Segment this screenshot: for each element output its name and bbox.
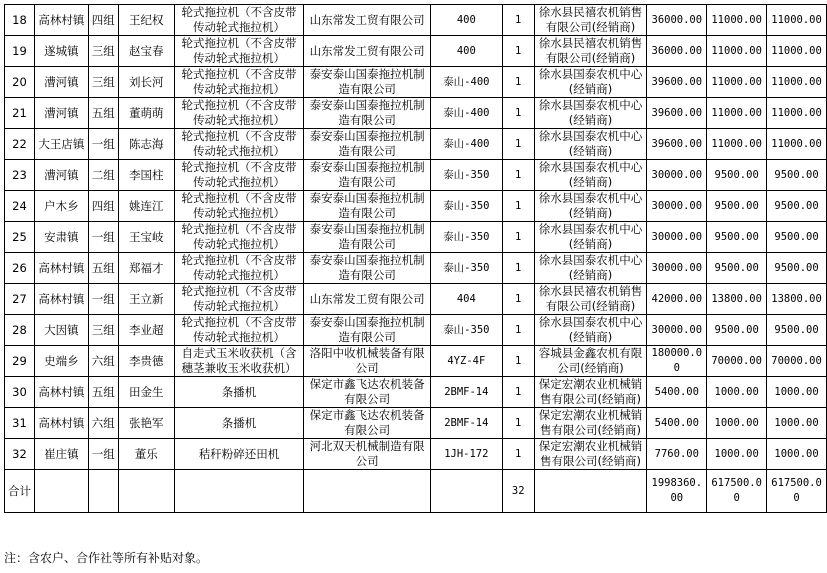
cell-model: 泰山-400 [430,98,502,129]
cell-price: 5400.00 [647,408,707,439]
cell-name: 郑福才 [118,253,174,284]
total-row [5,470,827,513]
cell-subsidy: 13800.00 [707,284,767,315]
cell-name: 李业超 [118,315,174,346]
cell-dealer: 徐水县国泰农机中心(经销商) [534,160,647,191]
cell-qty: 1 [502,439,534,470]
cell-machine: 轮式拖拉机（不含皮带传动轮式拖拉机） [174,98,304,129]
cell-model: 4YZ-4F [430,346,502,377]
cell-name: 姚连江 [118,191,174,222]
cell-subsidy: 9500.00 [707,222,767,253]
cell-group: 三组 [88,315,118,346]
cell-total: 9500.00 [767,253,827,284]
cell-no: 29 [5,346,35,377]
cell-maker: 泰安泰山国泰拖拉机制造有限公司 [304,315,431,346]
cell-machine: 轮式拖拉机（不含皮带传动轮式拖拉机） [174,315,304,346]
cell-no: 26 [5,253,35,284]
cell-group: 五组 [88,98,118,129]
cell-town: 史端乡 [34,346,88,377]
cell-no: 32 [5,439,35,470]
table-row [5,5,827,36]
cell-price: 30000.00 [647,315,707,346]
cell-qty: 1 [502,160,534,191]
cell-total: 9500.00 [767,160,827,191]
cell-subsidy: 11000.00 [707,5,767,36]
cell-no: 31 [5,408,35,439]
cell-qty: 1 [502,222,534,253]
cell-subsidy: 9500.00 [707,253,767,284]
cell-total: 70000.00 [767,346,827,377]
total-subsidy: 617500.00 [707,470,767,513]
table-row [5,284,827,315]
table-row [5,222,827,253]
cell-qty: 1 [502,408,534,439]
cell-total: 9500.00 [767,191,827,222]
cell-dealer: 保定宏潮农业机械销售有限公司(经销商) [534,377,647,408]
cell-model: 泰山-400 [430,67,502,98]
cell-machine: 轮式拖拉机（不含皮带传动轮式拖拉机） [174,36,304,67]
cell-machine: 轮式拖拉机（不含皮带传动轮式拖拉机） [174,253,304,284]
cell-qty: 1 [502,315,534,346]
cell-no: 30 [5,377,35,408]
cell-machine: 条播机 [174,377,304,408]
cell-town: 户木乡 [34,191,88,222]
cell-price: 36000.00 [647,5,707,36]
cell-total: 9500.00 [767,222,827,253]
cell-total: 11000.00 [767,67,827,98]
cell-machine: 秸秆粉碎还田机 [174,439,304,470]
cell-maker: 保定市鑫飞达农机装备有限公司 [304,377,431,408]
cell-subsidy: 9500.00 [707,315,767,346]
cell-qty: 1 [502,346,534,377]
cell-model: 400 [430,5,502,36]
cell-name: 陈志海 [118,129,174,160]
cell-machine: 轮式拖拉机（不含皮带传动轮式拖拉机） [174,67,304,98]
cell-total: 9500.00 [767,315,827,346]
cell-subsidy: 70000.00 [707,346,767,377]
cell-dealer: 徐水县国泰农机中心(经销商) [534,129,647,160]
cell-town: 高林村镇 [34,284,88,315]
cell-no: 25 [5,222,35,253]
cell-town: 大王店镇 [34,129,88,160]
table-row [5,129,827,160]
cell-machine: 轮式拖拉机（不含皮带传动轮式拖拉机） [174,191,304,222]
cell-group: 三组 [88,36,118,67]
cell-group: 二组 [88,160,118,191]
cell-subsidy: 9500.00 [707,160,767,191]
cell-dealer: 徐水县民禧农机销售有限公司(经销商) [534,284,647,315]
cell-no: 27 [5,284,35,315]
cell-group: 四组 [88,191,118,222]
cell-no: 23 [5,160,35,191]
cell-model: 泰山-350 [430,222,502,253]
cell-total: 11000.00 [767,36,827,67]
cell-name: 王宝岐 [118,222,174,253]
cell-qty: 1 [502,284,534,315]
cell-price: 39600.00 [647,129,707,160]
cell-group: 一组 [88,129,118,160]
total-price: 1998360.00 [647,470,707,513]
cell-qty: 1 [502,129,534,160]
cell-dealer: 徐水县国泰农机中心(经销商) [534,98,647,129]
cell-name: 李贵德 [118,346,174,377]
cell-price: 30000.00 [647,222,707,253]
cell-price: 7760.00 [647,439,707,470]
cell-dealer: 徐水县国泰农机中心(经销商) [534,191,647,222]
cell-no: 18 [5,5,35,36]
cell-machine: 轮式拖拉机（不含皮带传动轮式拖拉机） [174,222,304,253]
cell-machine: 轮式拖拉机（不含皮带传动轮式拖拉机） [174,5,304,36]
cell-dealer: 徐水县民禧农机销售有限公司(经销商) [534,5,647,36]
total-qty: 32 [502,470,534,513]
cell-model: 泰山-350 [430,191,502,222]
cell-maker: 泰安泰山国泰拖拉机制造有限公司 [304,191,431,222]
cell-maker: 泰安泰山国泰拖拉机制造有限公司 [304,129,431,160]
cell-subsidy: 11000.00 [707,67,767,98]
cell-price: 30000.00 [647,253,707,284]
cell-group: 六组 [88,346,118,377]
cell-name: 李国柱 [118,160,174,191]
cell-dealer: 徐水县国泰农机中心(经销商) [534,67,647,98]
cell-dealer: 徐水县国泰农机中心(经销商) [534,222,647,253]
cell-dealer: 保定宏潮农业机械销售有限公司(经销商) [534,408,647,439]
cell-model: 泰山-350 [430,160,502,191]
cell-price: 39600.00 [647,67,707,98]
table-row [5,36,827,67]
cell-maker: 洛阳中收机械装备有限公司 [304,346,431,377]
cell-dealer: 容城县金鑫农机有限公司(经销商) [534,346,647,377]
cell-no: 20 [5,67,35,98]
cell-town: 高林村镇 [34,377,88,408]
cell-qty: 1 [502,67,534,98]
cell-subsidy: 11000.00 [707,98,767,129]
cell-machine: 轮式拖拉机（不含皮带传动轮式拖拉机） [174,160,304,191]
table-row [5,67,827,98]
cell-model: 1JH-172 [430,439,502,470]
cell-model: 2BMF-14 [430,377,502,408]
cell-model: 2BMF-14 [430,408,502,439]
cell-name: 王立新 [118,284,174,315]
cell-maker: 泰安泰山国泰拖拉机制造有限公司 [304,67,431,98]
cell-maker: 山东常发工贸有限公司 [304,284,431,315]
cell-group: 四组 [88,5,118,36]
cell-model: 400 [430,36,502,67]
table-row [5,191,827,222]
table-body [5,5,827,470]
cell-subsidy: 11000.00 [707,129,767,160]
cell-maker: 山东常发工贸有限公司 [304,5,431,36]
cell-name: 赵宝春 [118,36,174,67]
cell-price: 36000.00 [647,36,707,67]
cell-name: 田金生 [118,377,174,408]
cell-machine: 轮式拖拉机（不含皮带传动轮式拖拉机） [174,284,304,315]
table-row [5,253,827,284]
cell-name: 张艳军 [118,408,174,439]
cell-machine: 轮式拖拉机（不含皮带传动轮式拖拉机） [174,129,304,160]
cell-no: 28 [5,315,35,346]
cell-group: 五组 [88,377,118,408]
cell-no: 19 [5,36,35,67]
cell-dealer: 徐水县民禧农机销售有限公司(经销商) [534,36,647,67]
cell-town: 安肃镇 [34,222,88,253]
cell-no: 22 [5,129,35,160]
cell-qty: 1 [502,36,534,67]
cell-price: 180000.00 [647,346,707,377]
cell-qty: 1 [502,377,534,408]
cell-subsidy: 11000.00 [707,36,767,67]
cell-total: 1000.00 [767,408,827,439]
cell-name: 王纪权 [118,5,174,36]
cell-town: 崔庄镇 [34,439,88,470]
subsidy-table [4,4,827,513]
cell-maker: 泰安泰山国泰拖拉机制造有限公司 [304,98,431,129]
cell-total: 11000.00 [767,98,827,129]
cell-maker: 山东常发工贸有限公司 [304,36,431,67]
cell-group: 一组 [88,439,118,470]
cell-total: 13800.00 [767,284,827,315]
cell-name: 刘长河 [118,67,174,98]
cell-town: 高林村镇 [34,5,88,36]
total-amount: 617500.00 [767,470,827,513]
cell-no: 21 [5,98,35,129]
cell-town: 大因镇 [34,315,88,346]
cell-machine: 条播机 [174,408,304,439]
footnote: 注：含农户、合作社等所有补贴对象。 [4,551,209,565]
cell-price: 5400.00 [647,377,707,408]
table-row [5,408,827,439]
cell-group: 三组 [88,67,118,98]
cell-qty: 1 [502,191,534,222]
cell-total: 11000.00 [767,5,827,36]
cell-total: 11000.00 [767,129,827,160]
cell-model: 泰山-350 [430,315,502,346]
cell-subsidy: 1000.00 [707,439,767,470]
cell-town: 高林村镇 [34,408,88,439]
cell-town: 遂城镇 [34,36,88,67]
total-label: 合计 [5,470,35,513]
cell-no: 24 [5,191,35,222]
cell-maker: 保定市鑫飞达农机装备有限公司 [304,408,431,439]
cell-machine: 自走式玉米收获机（含穗茎兼收玉米收获机） [174,346,304,377]
cell-subsidy: 9500.00 [707,191,767,222]
cell-price: 30000.00 [647,160,707,191]
cell-name: 董乐 [118,439,174,470]
cell-subsidy: 1000.00 [707,408,767,439]
cell-dealer: 保定宏潮农业机械销售有限公司(经销商) [534,439,647,470]
cell-group: 一组 [88,222,118,253]
table-row [5,439,827,470]
cell-model: 泰山-400 [430,129,502,160]
cell-maker: 泰安泰山国泰拖拉机制造有限公司 [304,222,431,253]
cell-group: 一组 [88,284,118,315]
cell-name: 董萌萌 [118,98,174,129]
cell-town: 漕河镇 [34,67,88,98]
cell-qty: 1 [502,5,534,36]
cell-town: 漕河镇 [34,98,88,129]
table-row [5,346,827,377]
table-row [5,160,827,191]
cell-total: 1000.00 [767,439,827,470]
table-row [5,98,827,129]
cell-town: 漕河镇 [34,160,88,191]
cell-maker: 泰安泰山国泰拖拉机制造有限公司 [304,253,431,284]
cell-price: 30000.00 [647,191,707,222]
table-row [5,377,827,408]
cell-price: 39600.00 [647,98,707,129]
cell-qty: 1 [502,253,534,284]
cell-total: 1000.00 [767,377,827,408]
cell-maker: 河北双天机械制造有限公司 [304,439,431,470]
cell-town: 高林村镇 [34,253,88,284]
cell-model: 404 [430,284,502,315]
table-row [5,315,827,346]
cell-price: 42000.00 [647,284,707,315]
cell-qty: 1 [502,98,534,129]
cell-model: 泰山-350 [430,253,502,284]
cell-subsidy: 1000.00 [707,377,767,408]
cell-maker: 泰安泰山国泰拖拉机制造有限公司 [304,160,431,191]
cell-group: 五组 [88,253,118,284]
cell-group: 六组 [88,408,118,439]
cell-dealer: 徐水县国泰农机中心(经销商) [534,253,647,284]
cell-dealer: 徐水县国泰农机中心(经销商) [534,315,647,346]
